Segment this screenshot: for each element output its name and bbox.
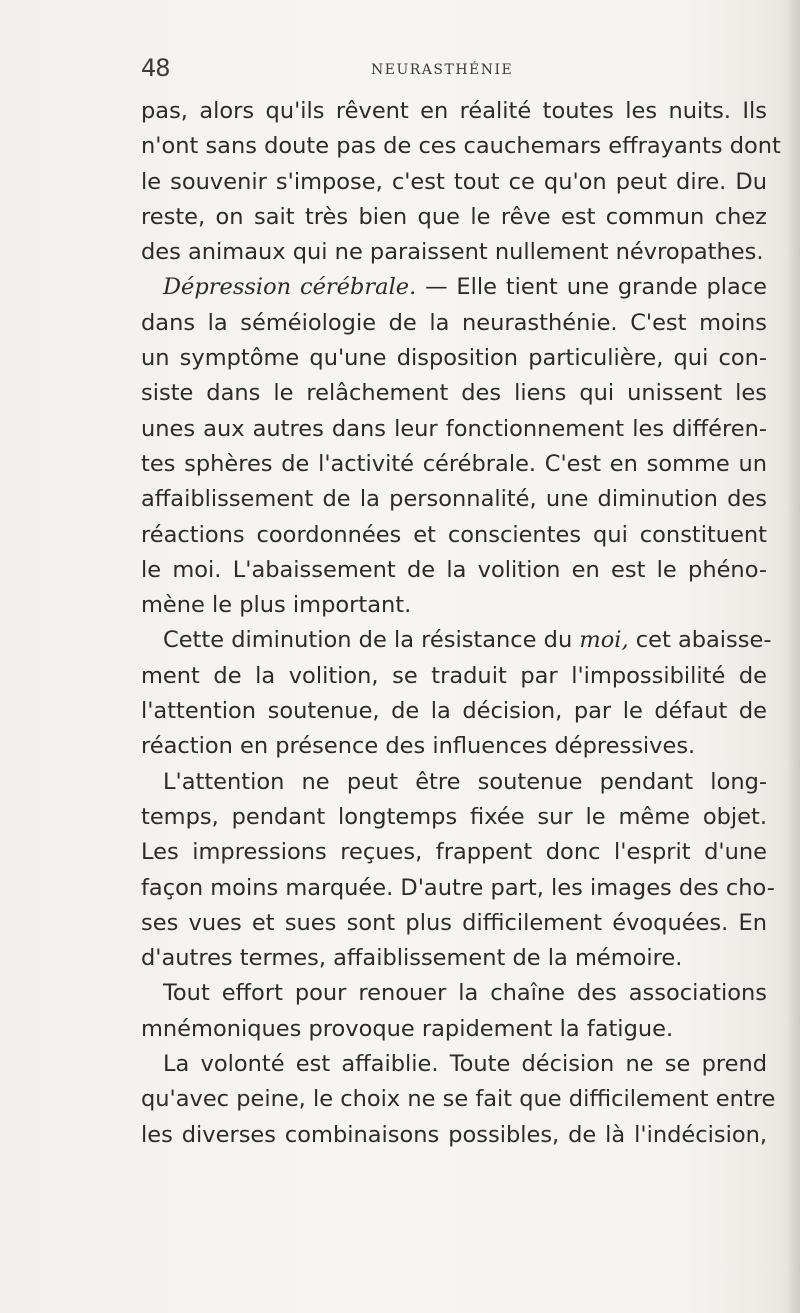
line-text: Cette diminution de la résistance du — [163, 627, 580, 654]
text-line — [141, 518, 767, 553]
line-text: mnémoniques provoque rapidement la fatigue. — [141, 1015, 674, 1042]
line-text: pas, alors qu'ils rêvent en réalité toutes les nuits. Ils — [141, 98, 767, 124]
line-text: n'ont sans doute pas de ces cauchemars effrayants dont — [141, 133, 781, 160]
line-text: les diverses combinaisons possibles, de là l'indécision, — [141, 1121, 767, 1148]
line-text: unes aux autres dans leur fonctionnement les différen- — [141, 415, 767, 442]
line-text: affaiblissement de la personnalité, une diminution des — [141, 486, 767, 513]
page-header — [141, 54, 761, 84]
line-text: le moi. L'abaissement de la volition en est le phéno- — [141, 556, 767, 583]
text-line — [141, 1012, 767, 1047]
running-head: NEURASTHÉNIE — [371, 62, 514, 78]
text-line — [141, 800, 767, 835]
line-text: siste dans le relâchement des liens qui unissent les — [141, 380, 767, 407]
italic-word: moi, — [579, 627, 629, 654]
line-text: reste, on sait très bien que le rêve est commun chez — [141, 203, 767, 230]
line-text: dans la séméiologie de la neurasthénie. C'est moins — [141, 309, 767, 336]
line-text: temps, pendant longtemps fixée sur le même objet. — [141, 803, 767, 830]
text-line — [141, 482, 767, 517]
line-text: La volonté est affaiblie. Toute décision ne se prend — [163, 1051, 767, 1078]
text-line — [141, 376, 767, 411]
text-line — [141, 835, 767, 870]
line-text: mène le plus important. — [141, 592, 412, 619]
line-text: d'autres termes, affaiblissement de la mémoire. — [141, 945, 683, 972]
line-text: Les impressions reçues, frappent donc l'esprit d'une — [141, 839, 767, 866]
text-line — [141, 341, 767, 376]
section-heading-italic: Dépression cérébrale. — [163, 274, 417, 301]
line-text-after: cet abaisse- — [628, 627, 772, 654]
line-text: façon moins marquée. D'autre part, les images des cho- — [141, 874, 775, 901]
text-line — [141, 412, 767, 447]
line-text: — Elle tient une grande place — [416, 274, 767, 301]
text-line — [141, 623, 772, 658]
page-edge-shadow — [786, 0, 800, 1313]
line-text: le souvenir s'impose, c'est tout ce qu'on peut dire. Du — [141, 168, 767, 195]
line-text: un symptôme qu'une disposition particulière, qui con- — [141, 345, 767, 372]
text-line — [141, 306, 767, 341]
page-number: 48 — [141, 54, 170, 82]
line-text: ses vues et sues sont plus difficilement évoquées. En — [141, 909, 767, 936]
text-line — [141, 941, 767, 976]
text-line — [141, 976, 767, 1011]
text-line — [141, 129, 781, 164]
body-text — [141, 94, 781, 1153]
text-line — [141, 694, 767, 729]
text-line — [141, 729, 767, 764]
text-line — [141, 906, 767, 941]
line-text: réactions coordonnées et conscientes qui constituent — [141, 521, 767, 548]
text-line — [141, 553, 767, 588]
text-line — [141, 588, 767, 623]
line-text: ment de la volition, se traduit par l'impossibilité de — [141, 662, 767, 689]
text-line — [141, 165, 767, 200]
text-line — [141, 447, 767, 482]
text-line — [141, 94, 767, 129]
text-line — [141, 1047, 767, 1082]
text-line — [141, 871, 775, 906]
line-text: l'attention soutenue, de la décision, par le défaut de — [141, 698, 767, 725]
text-line — [141, 270, 767, 305]
text-line — [141, 1082, 776, 1117]
line-text: qu'avec peine, le choix ne se fait que difficilement entre — [141, 1086, 776, 1113]
text-line — [141, 200, 767, 235]
line-text: réaction en présence des influences dépressives. — [141, 733, 696, 760]
text-line — [141, 1118, 767, 1153]
text-line — [141, 765, 767, 800]
line-text: des animaux qui ne paraissent nullement névropathes. — [141, 239, 764, 266]
line-text: L'attention ne peut être soutenue pendant long- — [163, 768, 767, 795]
line-text: Tout effort pour renouer la chaîne des associations — [163, 980, 767, 1007]
line-text: tes sphères de l'activité cérébrale. C'est en somme un — [141, 450, 767, 477]
text-line — [141, 235, 767, 270]
text-line — [141, 659, 767, 694]
